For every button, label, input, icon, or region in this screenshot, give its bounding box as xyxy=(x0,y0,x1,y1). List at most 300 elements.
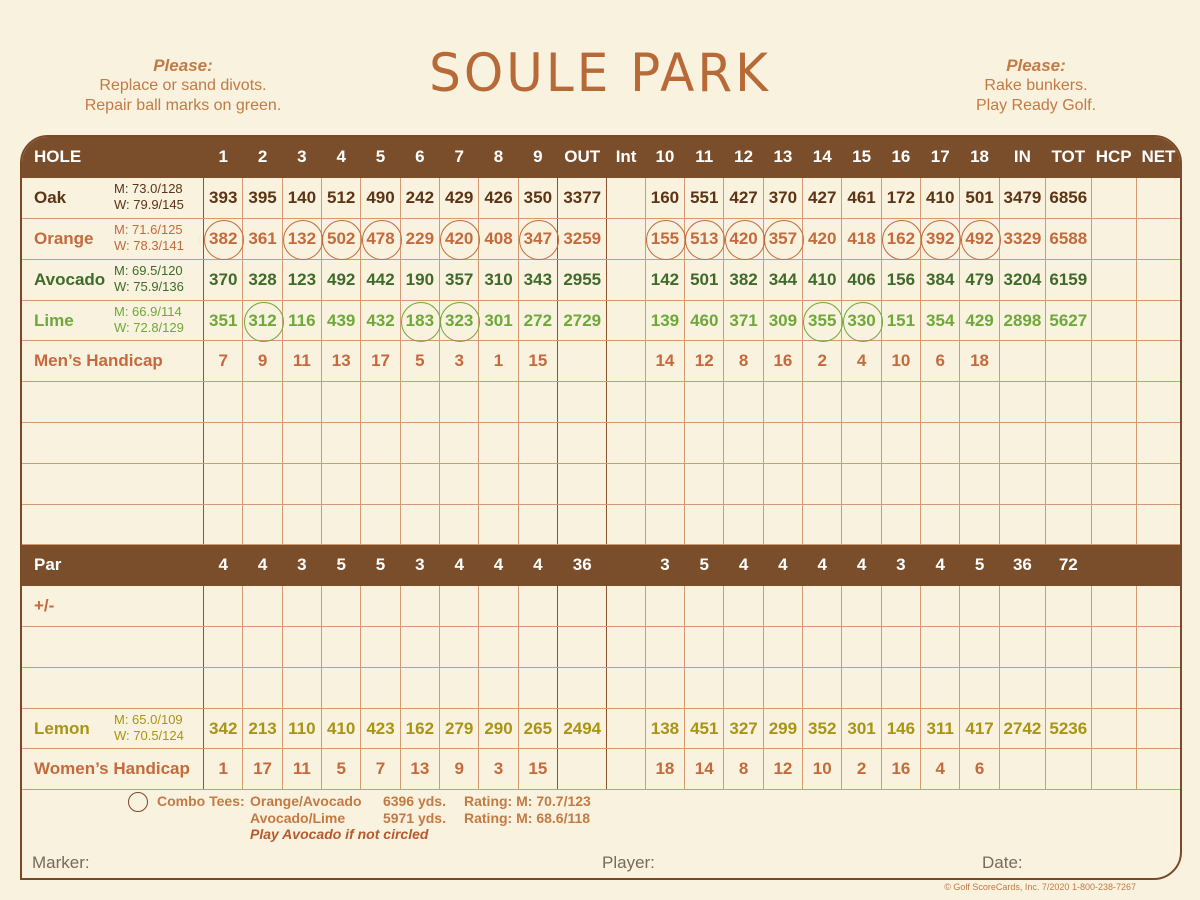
yardage-cell: 139 xyxy=(645,300,684,341)
score-entry-cell[interactable] xyxy=(685,504,724,545)
score-entry-cell[interactable] xyxy=(1046,382,1091,423)
par-cell: 3 xyxy=(400,545,439,586)
score-entry-cell[interactable] xyxy=(282,463,321,504)
score-entry-cell[interactable] xyxy=(960,423,999,464)
score-entry-cell[interactable] xyxy=(724,423,763,464)
yardage-cell: 354 xyxy=(921,300,960,341)
tee-label xyxy=(22,259,204,300)
score-entry-cell[interactable] xyxy=(518,627,557,668)
score-entry-cell[interactable] xyxy=(724,586,763,627)
score-entry-cell[interactable] xyxy=(645,667,684,708)
score-entry-cell[interactable] xyxy=(1046,504,1091,545)
combo-1-rating: Rating: M: 70.7/123 xyxy=(464,793,591,809)
score-entry-cell[interactable] xyxy=(361,627,400,668)
yardage-cell: 427 xyxy=(724,178,763,219)
row-label: Par xyxy=(22,545,204,586)
score-entry-cell[interactable] xyxy=(204,627,243,668)
score-entry-cell[interactable] xyxy=(803,382,842,423)
value-cell: 10 xyxy=(803,749,842,790)
score-entry-cell[interactable] xyxy=(400,667,439,708)
column-header: HCP xyxy=(1091,137,1136,178)
par-cell: 3 xyxy=(881,545,920,586)
right-note-line-1: Rake bunkers. xyxy=(984,77,1088,94)
score-entry-cell[interactable] xyxy=(243,504,282,545)
score-entry-cell[interactable] xyxy=(645,504,684,545)
score-entry-cell[interactable] xyxy=(479,382,518,423)
score-entry-cell[interactable] xyxy=(1136,382,1180,423)
score-entry-cell[interactable] xyxy=(645,586,684,627)
value-cell: 13 xyxy=(400,749,439,790)
yardage-cell: 265 xyxy=(518,708,557,749)
score-entry-cell[interactable] xyxy=(440,586,479,627)
par-cell: 4 xyxy=(803,545,842,586)
value-cell: 5 xyxy=(322,749,361,790)
yardage-cell: 384 xyxy=(921,259,960,300)
value-cell xyxy=(1091,341,1136,382)
par-cell: 4 xyxy=(921,545,960,586)
par-cell: 72 xyxy=(1046,545,1091,586)
value-cell: 1 xyxy=(479,341,518,382)
score-entry-cell[interactable] xyxy=(645,627,684,668)
score-entry-cell[interactable] xyxy=(881,382,920,423)
score-entry-cell[interactable] xyxy=(1046,423,1091,464)
score-entry-cell[interactable] xyxy=(803,627,842,668)
women-rating: W: 78.3/141 xyxy=(114,238,184,254)
score-entry-cell[interactable] xyxy=(803,423,842,464)
score-entry-cell[interactable] xyxy=(921,382,960,423)
score-entry-cell[interactable] xyxy=(440,504,479,545)
yardage-cell: 451 xyxy=(685,708,724,749)
score-entry-cell[interactable] xyxy=(1091,667,1136,708)
yardage-cell: 312 xyxy=(243,300,282,341)
yardage-cell: 301 xyxy=(479,300,518,341)
score-entry-cell[interactable] xyxy=(803,504,842,545)
score-entry-cell[interactable] xyxy=(1046,586,1091,627)
score-entry-cell[interactable] xyxy=(607,667,645,708)
score-entry-cell[interactable] xyxy=(1136,667,1180,708)
column-header: 18 xyxy=(960,137,999,178)
score-entry-cell[interactable] xyxy=(842,627,881,668)
score-entry-cell[interactable] xyxy=(921,423,960,464)
score-entry-cell[interactable] xyxy=(724,463,763,504)
column-header: 12 xyxy=(724,137,763,178)
column-header: 5 xyxy=(361,137,400,178)
score-entry-cell[interactable] xyxy=(1091,627,1136,668)
yardage-cell: 6159 xyxy=(1046,259,1091,300)
tee-rating xyxy=(114,304,184,336)
score-entry-cell[interactable] xyxy=(881,627,920,668)
score-entry-cell[interactable] xyxy=(400,382,439,423)
score-entry-cell[interactable] xyxy=(558,627,607,668)
score-entry-cell[interactable] xyxy=(558,586,607,627)
player-score-row xyxy=(22,423,1180,464)
score-entry-cell[interactable] xyxy=(1136,627,1180,668)
score-entry-cell[interactable] xyxy=(479,463,518,504)
score-entry-cell[interactable] xyxy=(518,463,557,504)
score-entry-cell[interactable] xyxy=(999,586,1045,627)
yardage-cell: 429 xyxy=(960,300,999,341)
left-please-label: Please: xyxy=(153,56,213,75)
score-entry-cell[interactable] xyxy=(960,627,999,668)
score-entry-cell[interactable] xyxy=(1136,423,1180,464)
score-entry-cell[interactable] xyxy=(685,463,724,504)
score-entry-cell[interactable] xyxy=(999,382,1045,423)
yardage-cell: 420 xyxy=(724,219,763,260)
value-cell xyxy=(1046,341,1091,382)
score-entry-cell[interactable] xyxy=(1091,504,1136,545)
score-entry-cell[interactable] xyxy=(1091,463,1136,504)
tee-label xyxy=(22,219,204,260)
par-cell: 3 xyxy=(282,545,321,586)
score-entry-cell[interactable] xyxy=(803,667,842,708)
score-entry-cell[interactable] xyxy=(803,586,842,627)
score-entry-cell[interactable] xyxy=(400,423,439,464)
yardage-cell: 132 xyxy=(282,219,321,260)
score-entry-cell[interactable] xyxy=(842,423,881,464)
score-entry-cell[interactable] xyxy=(1046,667,1091,708)
score-entry-cell[interactable] xyxy=(282,504,321,545)
value-cell: 18 xyxy=(960,341,999,382)
value-cell: 7 xyxy=(361,749,400,790)
score-entry-cell[interactable] xyxy=(440,627,479,668)
score-entry-cell[interactable] xyxy=(361,382,400,423)
yardage-cell: 299 xyxy=(763,708,802,749)
score-entry-cell[interactable] xyxy=(960,667,999,708)
value-cell: 16 xyxy=(763,341,802,382)
score-entry-cell[interactable] xyxy=(479,667,518,708)
combo-line-2 xyxy=(250,810,590,826)
column-header: Int xyxy=(607,137,645,178)
par-row xyxy=(22,545,1180,586)
combo-2-yards: 5971 yds. xyxy=(382,810,446,826)
score-entry-cell[interactable] xyxy=(282,423,321,464)
yardage-cell: 309 xyxy=(763,300,802,341)
yardage-cell: 3329 xyxy=(999,219,1045,260)
score-entry-cell[interactable] xyxy=(881,463,920,504)
yardage-cell: 5236 xyxy=(1046,708,1091,749)
score-entry-cell[interactable] xyxy=(400,586,439,627)
yardage-cell: 5627 xyxy=(1046,300,1091,341)
score-entry-cell[interactable] xyxy=(881,667,920,708)
par-cell: 36 xyxy=(999,545,1045,586)
column-header: NET xyxy=(1136,137,1180,178)
score-entry-cell[interactable] xyxy=(607,423,645,464)
score-entry-cell[interactable] xyxy=(558,667,607,708)
value-cell: 6 xyxy=(921,341,960,382)
yardage-cell: 146 xyxy=(881,708,920,749)
score-entry-cell[interactable] xyxy=(322,463,361,504)
score-table xyxy=(22,137,1180,790)
yardage-cell: 370 xyxy=(763,178,802,219)
score-entry-cell[interactable] xyxy=(204,667,243,708)
score-entry-cell[interactable] xyxy=(645,463,684,504)
score-entry-cell[interactable] xyxy=(204,463,243,504)
score-entry-cell[interactable] xyxy=(960,382,999,423)
score-entry-cell[interactable] xyxy=(960,586,999,627)
score-entry-cell[interactable] xyxy=(282,627,321,668)
combo-2-name: Avocado/Lime xyxy=(250,810,346,826)
score-entry-cell[interactable] xyxy=(921,667,960,708)
par-cell: 5 xyxy=(960,545,999,586)
score-entry-cell[interactable] xyxy=(685,382,724,423)
yardage-cell: 328 xyxy=(243,259,282,300)
womens-handicap-row xyxy=(22,749,1180,790)
score-entry-cell[interactable] xyxy=(607,586,645,627)
score-entry-cell[interactable] xyxy=(763,586,802,627)
yardage-cell: 2729 xyxy=(558,300,607,341)
yardage-cell: 3204 xyxy=(999,259,1045,300)
column-header: OUT xyxy=(558,137,607,178)
yardage-cell: 479 xyxy=(960,259,999,300)
score-entry-cell[interactable] xyxy=(607,382,645,423)
score-entry-cell[interactable] xyxy=(763,382,802,423)
yardage-cell: 393 xyxy=(204,178,243,219)
par-cell: 4 xyxy=(724,545,763,586)
par-cell: 4 xyxy=(243,545,282,586)
score-entry-cell[interactable] xyxy=(685,627,724,668)
tee-name: Avocado xyxy=(34,269,106,289)
value-cell: 14 xyxy=(645,341,684,382)
yardage-cell xyxy=(1091,178,1136,219)
score-entry-cell[interactable] xyxy=(1046,463,1091,504)
yardage-cell: 156 xyxy=(881,259,920,300)
yardage-cell: 420 xyxy=(440,219,479,260)
score-entry-cell[interactable] xyxy=(685,667,724,708)
value-cell: 7 xyxy=(204,341,243,382)
score-entry-cell[interactable] xyxy=(322,504,361,545)
score-entry-cell[interactable] xyxy=(322,667,361,708)
score-entry-cell[interactable] xyxy=(361,504,400,545)
par-cell: 36 xyxy=(558,545,607,586)
player-score-row xyxy=(22,463,1180,504)
score-entry-cell[interactable] xyxy=(361,586,400,627)
score-entry-cell[interactable] xyxy=(1091,423,1136,464)
score-entry-cell[interactable] xyxy=(558,463,607,504)
score-entry-cell[interactable] xyxy=(282,382,321,423)
score-entry-cell[interactable] xyxy=(724,504,763,545)
score-entry-cell[interactable] xyxy=(763,463,802,504)
score-entry-cell[interactable] xyxy=(558,423,607,464)
score-entry-cell[interactable] xyxy=(361,463,400,504)
yardage-cell: 501 xyxy=(685,259,724,300)
par-cell: 4 xyxy=(204,545,243,586)
score-entry-cell[interactable] xyxy=(724,382,763,423)
score-entry-cell[interactable] xyxy=(645,423,684,464)
score-entry-cell[interactable] xyxy=(479,423,518,464)
score-entry-cell[interactable] xyxy=(322,586,361,627)
score-entry-cell[interactable] xyxy=(1136,504,1180,545)
tee-rating xyxy=(114,263,184,295)
score-entry-cell[interactable] xyxy=(607,463,645,504)
score-entry-cell[interactable] xyxy=(724,627,763,668)
yardage-cell: 442 xyxy=(361,259,400,300)
yardage-cell: 392 xyxy=(921,219,960,260)
score-entry-cell[interactable] xyxy=(440,382,479,423)
score-entry-cell[interactable] xyxy=(282,667,321,708)
score-entry-cell[interactable] xyxy=(518,382,557,423)
score-entry-cell[interactable] xyxy=(243,627,282,668)
value-cell: 17 xyxy=(243,749,282,790)
value-cell: 2 xyxy=(803,341,842,382)
score-entry-cell[interactable] xyxy=(558,382,607,423)
score-entry-cell[interactable] xyxy=(1091,586,1136,627)
score-entry-cell[interactable] xyxy=(960,463,999,504)
left-note-line-2: Repair ball marks on green. xyxy=(84,97,282,114)
score-entry-cell[interactable] xyxy=(440,667,479,708)
score-entry-cell[interactable] xyxy=(243,382,282,423)
yardage-cell: 370 xyxy=(204,259,243,300)
yardage-cell: 190 xyxy=(400,259,439,300)
yardage-cell: 140 xyxy=(282,178,321,219)
score-entry-cell[interactable] xyxy=(518,667,557,708)
score-entry-cell[interactable] xyxy=(518,504,557,545)
combo-tees-label: Combo Tees: xyxy=(157,793,245,809)
score-entry-cell[interactable] xyxy=(204,586,243,627)
header-row xyxy=(22,137,1180,178)
score-entry-cell[interactable] xyxy=(479,504,518,545)
column-header: 16 xyxy=(881,137,920,178)
combo-tees-info xyxy=(20,791,720,846)
score-entry-cell[interactable] xyxy=(803,463,842,504)
yardage-cell: 342 xyxy=(204,708,243,749)
score-entry-cell[interactable] xyxy=(921,627,960,668)
women-rating: W: 70.5/124 xyxy=(114,727,184,743)
yardage-cell: 3479 xyxy=(999,178,1045,219)
score-entry-cell[interactable] xyxy=(842,586,881,627)
yardage-cell xyxy=(1136,259,1180,300)
score-entry-cell[interactable] xyxy=(282,586,321,627)
value-cell xyxy=(999,749,1045,790)
score-entry-cell[interactable] xyxy=(518,586,557,627)
score-entry-cell[interactable] xyxy=(921,586,960,627)
yardage-cell: 492 xyxy=(322,259,361,300)
score-entry-cell[interactable] xyxy=(361,423,400,464)
combo-note: Play Avocado if not circled xyxy=(250,826,429,842)
yardage-cell: 279 xyxy=(440,708,479,749)
yardage-cell: 323 xyxy=(440,300,479,341)
score-entry-cell[interactable] xyxy=(558,504,607,545)
score-entry-cell[interactable] xyxy=(243,423,282,464)
score-entry-cell[interactable] xyxy=(724,667,763,708)
yardage-cell: 183 xyxy=(400,300,439,341)
score-entry-cell[interactable] xyxy=(322,627,361,668)
yardage-cell xyxy=(1091,708,1136,749)
score-entry-cell[interactable] xyxy=(763,504,802,545)
yardage-cell: 439 xyxy=(322,300,361,341)
yardage-cell: 395 xyxy=(243,178,282,219)
score-entry-cell[interactable] xyxy=(322,423,361,464)
score-entry-cell[interactable] xyxy=(440,423,479,464)
score-entry-cell[interactable] xyxy=(763,423,802,464)
yardage-cell: 116 xyxy=(282,300,321,341)
score-entry-cell[interactable] xyxy=(518,423,557,464)
score-entry-cell[interactable] xyxy=(607,504,645,545)
score-entry-cell[interactable] xyxy=(400,504,439,545)
value-cell xyxy=(607,341,645,382)
score-entry-cell[interactable] xyxy=(763,667,802,708)
yardage-cell: 6856 xyxy=(1046,178,1091,219)
score-entry-cell[interactable] xyxy=(243,586,282,627)
score-entry-cell[interactable] xyxy=(400,463,439,504)
score-entry-cell[interactable] xyxy=(204,382,243,423)
score-entry-cell[interactable] xyxy=(881,586,920,627)
score-entry-cell[interactable] xyxy=(842,382,881,423)
yardage-cell: 502 xyxy=(322,219,361,260)
score-entry-cell[interactable] xyxy=(999,463,1045,504)
score-entry-cell[interactable] xyxy=(479,586,518,627)
tee-name: Lime xyxy=(34,310,74,330)
score-entry-cell[interactable] xyxy=(842,463,881,504)
score-entry-cell[interactable] xyxy=(400,627,439,668)
yardage-cell xyxy=(607,219,645,260)
score-entry-cell[interactable] xyxy=(685,423,724,464)
score-entry-cell[interactable] xyxy=(881,423,920,464)
score-entry-cell[interactable] xyxy=(881,504,920,545)
yardage-cell xyxy=(1136,219,1180,260)
player-score-row xyxy=(22,504,1180,545)
score-entry-cell[interactable] xyxy=(999,667,1045,708)
score-entry-cell[interactable] xyxy=(361,667,400,708)
score-entry-cell[interactable] xyxy=(921,463,960,504)
yardage-cell: 357 xyxy=(440,259,479,300)
yardage-cell: 160 xyxy=(645,178,684,219)
tee-label xyxy=(22,300,204,341)
column-header: 17 xyxy=(921,137,960,178)
score-entry-cell[interactable] xyxy=(1136,463,1180,504)
yardage-cell: 2742 xyxy=(999,708,1045,749)
par-cell: 3 xyxy=(645,545,684,586)
score-entry-cell[interactable] xyxy=(1091,382,1136,423)
score-entry-cell[interactable] xyxy=(763,627,802,668)
men-rating: M: 73.0/128 xyxy=(114,181,183,197)
score-entry-cell[interactable] xyxy=(842,667,881,708)
score-entry-cell[interactable] xyxy=(243,667,282,708)
score-entry-cell[interactable] xyxy=(645,382,684,423)
yardage-cell: 427 xyxy=(803,178,842,219)
column-header: HOLE xyxy=(22,137,204,178)
score-entry-cell[interactable] xyxy=(1136,586,1180,627)
course-title: SOULE PARK xyxy=(429,42,771,104)
score-entry-cell[interactable] xyxy=(204,504,243,545)
yardage-cell: 2898 xyxy=(999,300,1045,341)
combo-2-rating: Rating: M: 68.6/118 xyxy=(464,810,591,826)
yardage-cell: 3259 xyxy=(558,219,607,260)
score-entry-cell[interactable] xyxy=(1046,627,1091,668)
scorecard xyxy=(20,135,1182,880)
yardage-cell: 352 xyxy=(803,708,842,749)
yardage-cell: 110 xyxy=(282,708,321,749)
score-entry-cell[interactable] xyxy=(607,627,645,668)
score-entry-cell[interactable] xyxy=(204,423,243,464)
score-entry-cell[interactable] xyxy=(440,463,479,504)
score-entry-cell[interactable] xyxy=(999,627,1045,668)
score-entry-cell[interactable] xyxy=(322,382,361,423)
yardage-cell: 551 xyxy=(685,178,724,219)
score-entry-cell[interactable] xyxy=(999,423,1045,464)
score-entry-cell[interactable] xyxy=(999,504,1045,545)
yardage-cell: 344 xyxy=(763,259,802,300)
score-entry-cell[interactable] xyxy=(921,504,960,545)
column-header: 6 xyxy=(400,137,439,178)
score-entry-cell[interactable] xyxy=(685,586,724,627)
score-entry-cell[interactable] xyxy=(479,627,518,668)
score-entry-cell[interactable] xyxy=(842,504,881,545)
value-cell: 8 xyxy=(724,341,763,382)
value-cell: 1 xyxy=(204,749,243,790)
score-entry-cell[interactable] xyxy=(960,504,999,545)
score-entry-cell[interactable] xyxy=(243,463,282,504)
yardage-cell: 513 xyxy=(685,219,724,260)
